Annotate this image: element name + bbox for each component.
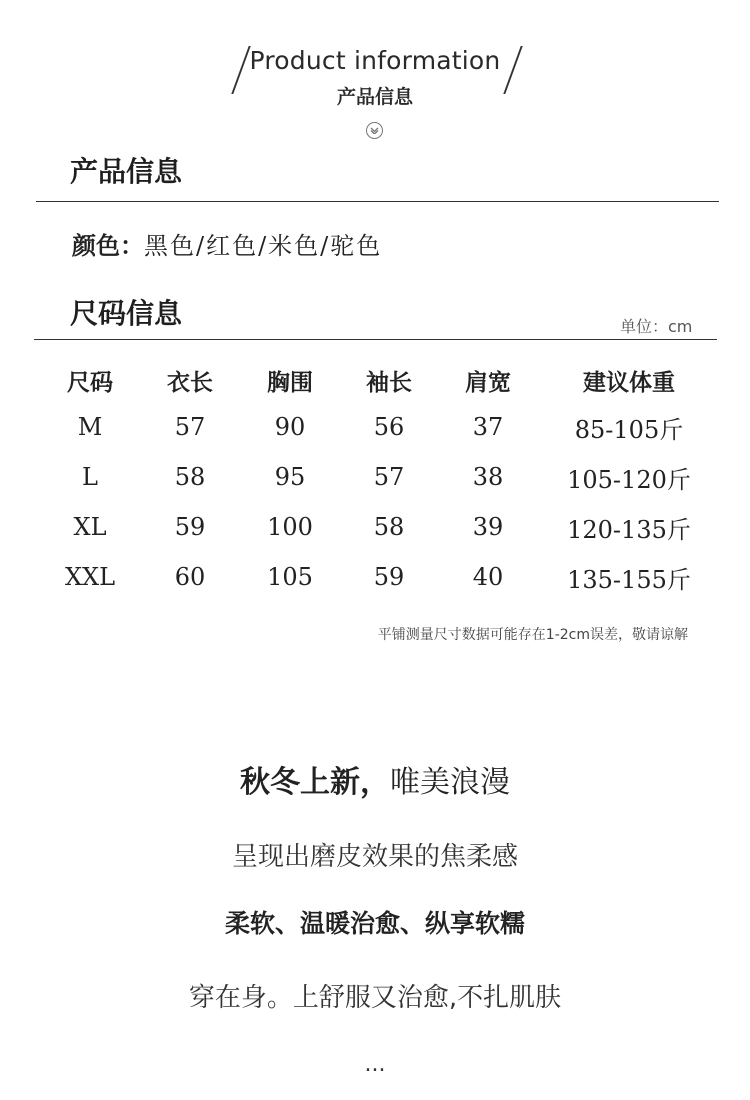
header-title-cn: 产品信息 [336,86,413,108]
header-title-en: Product information [249,46,501,75]
promo-headline-bold: 秋冬上新， [240,765,390,800]
promo-headline-rest: 唯美浪漫 [390,765,510,800]
table-header-row [40,358,720,402]
table-cell: L [82,463,98,491]
table-cell: 59 [373,563,405,591]
table-row [40,552,720,602]
size-info-divider [34,339,717,340]
promo-headline [0,757,750,801]
size-table [40,358,720,602]
color-label: 颜色： [72,232,144,260]
table-cell: 37 [472,413,504,441]
table-cell: XL [73,513,107,541]
color-line [72,226,382,261]
table-row [40,502,720,552]
table-cell: 135-155斤 [567,565,691,594]
table-cell: 90 [274,413,306,441]
chevron-down-circle-icon [366,122,383,139]
measurement-note: 平铺测量尺寸数据可能存在1-2cm误差，敬请谅解 [377,627,688,643]
table-cell: 60 [174,563,206,591]
table-cell: 59 [174,513,206,541]
col-header-shoulder: 肩宽 [465,369,511,396]
table-cell: 95 [274,463,306,491]
col-header-weight: 建议体重 [583,369,675,396]
table-cell: M [77,413,103,441]
table-cell: 100 [267,513,313,541]
table-cell: 40 [472,563,504,591]
promo-ellipsis: ... [364,1052,386,1077]
table-cell: XXL [64,563,116,591]
promo-line-3: 柔软、温暖治愈、纵享软糯 [224,909,525,938]
table-cell: 57 [174,413,206,441]
col-header-chest: 胸围 [267,369,313,396]
promo-line-2: 呈现出磨皮效果的焦柔感 [231,842,518,872]
table-cell: 39 [472,513,504,541]
table-cell: 105-120斤 [567,465,691,494]
table-cell: 38 [472,463,504,491]
promo-line-4: 穿在身。上舒服又治愈,不扎肌肤 [188,983,562,1013]
size-info-title: 尺码信息 [70,297,183,330]
unit-label: 单位：cm [620,317,693,336]
col-header-sleeve: 袖长 [366,369,412,396]
table-cell: 56 [373,413,405,441]
table-row [40,452,720,502]
col-header-length: 衣长 [167,369,213,396]
product-info-divider [36,201,719,202]
color-values: 黑色/红色/米色/驼色 [144,232,383,260]
col-header-size: 尺码 [67,369,113,396]
table-cell: 57 [373,463,405,491]
product-info-title: 产品信息 [70,155,183,188]
table-cell: 120-135斤 [567,515,691,544]
table-cell: 58 [174,463,206,491]
table-cell: 105 [267,563,313,591]
table-cell: 85-105斤 [574,415,684,444]
table-row [40,402,720,452]
table-cell: 58 [373,513,405,541]
